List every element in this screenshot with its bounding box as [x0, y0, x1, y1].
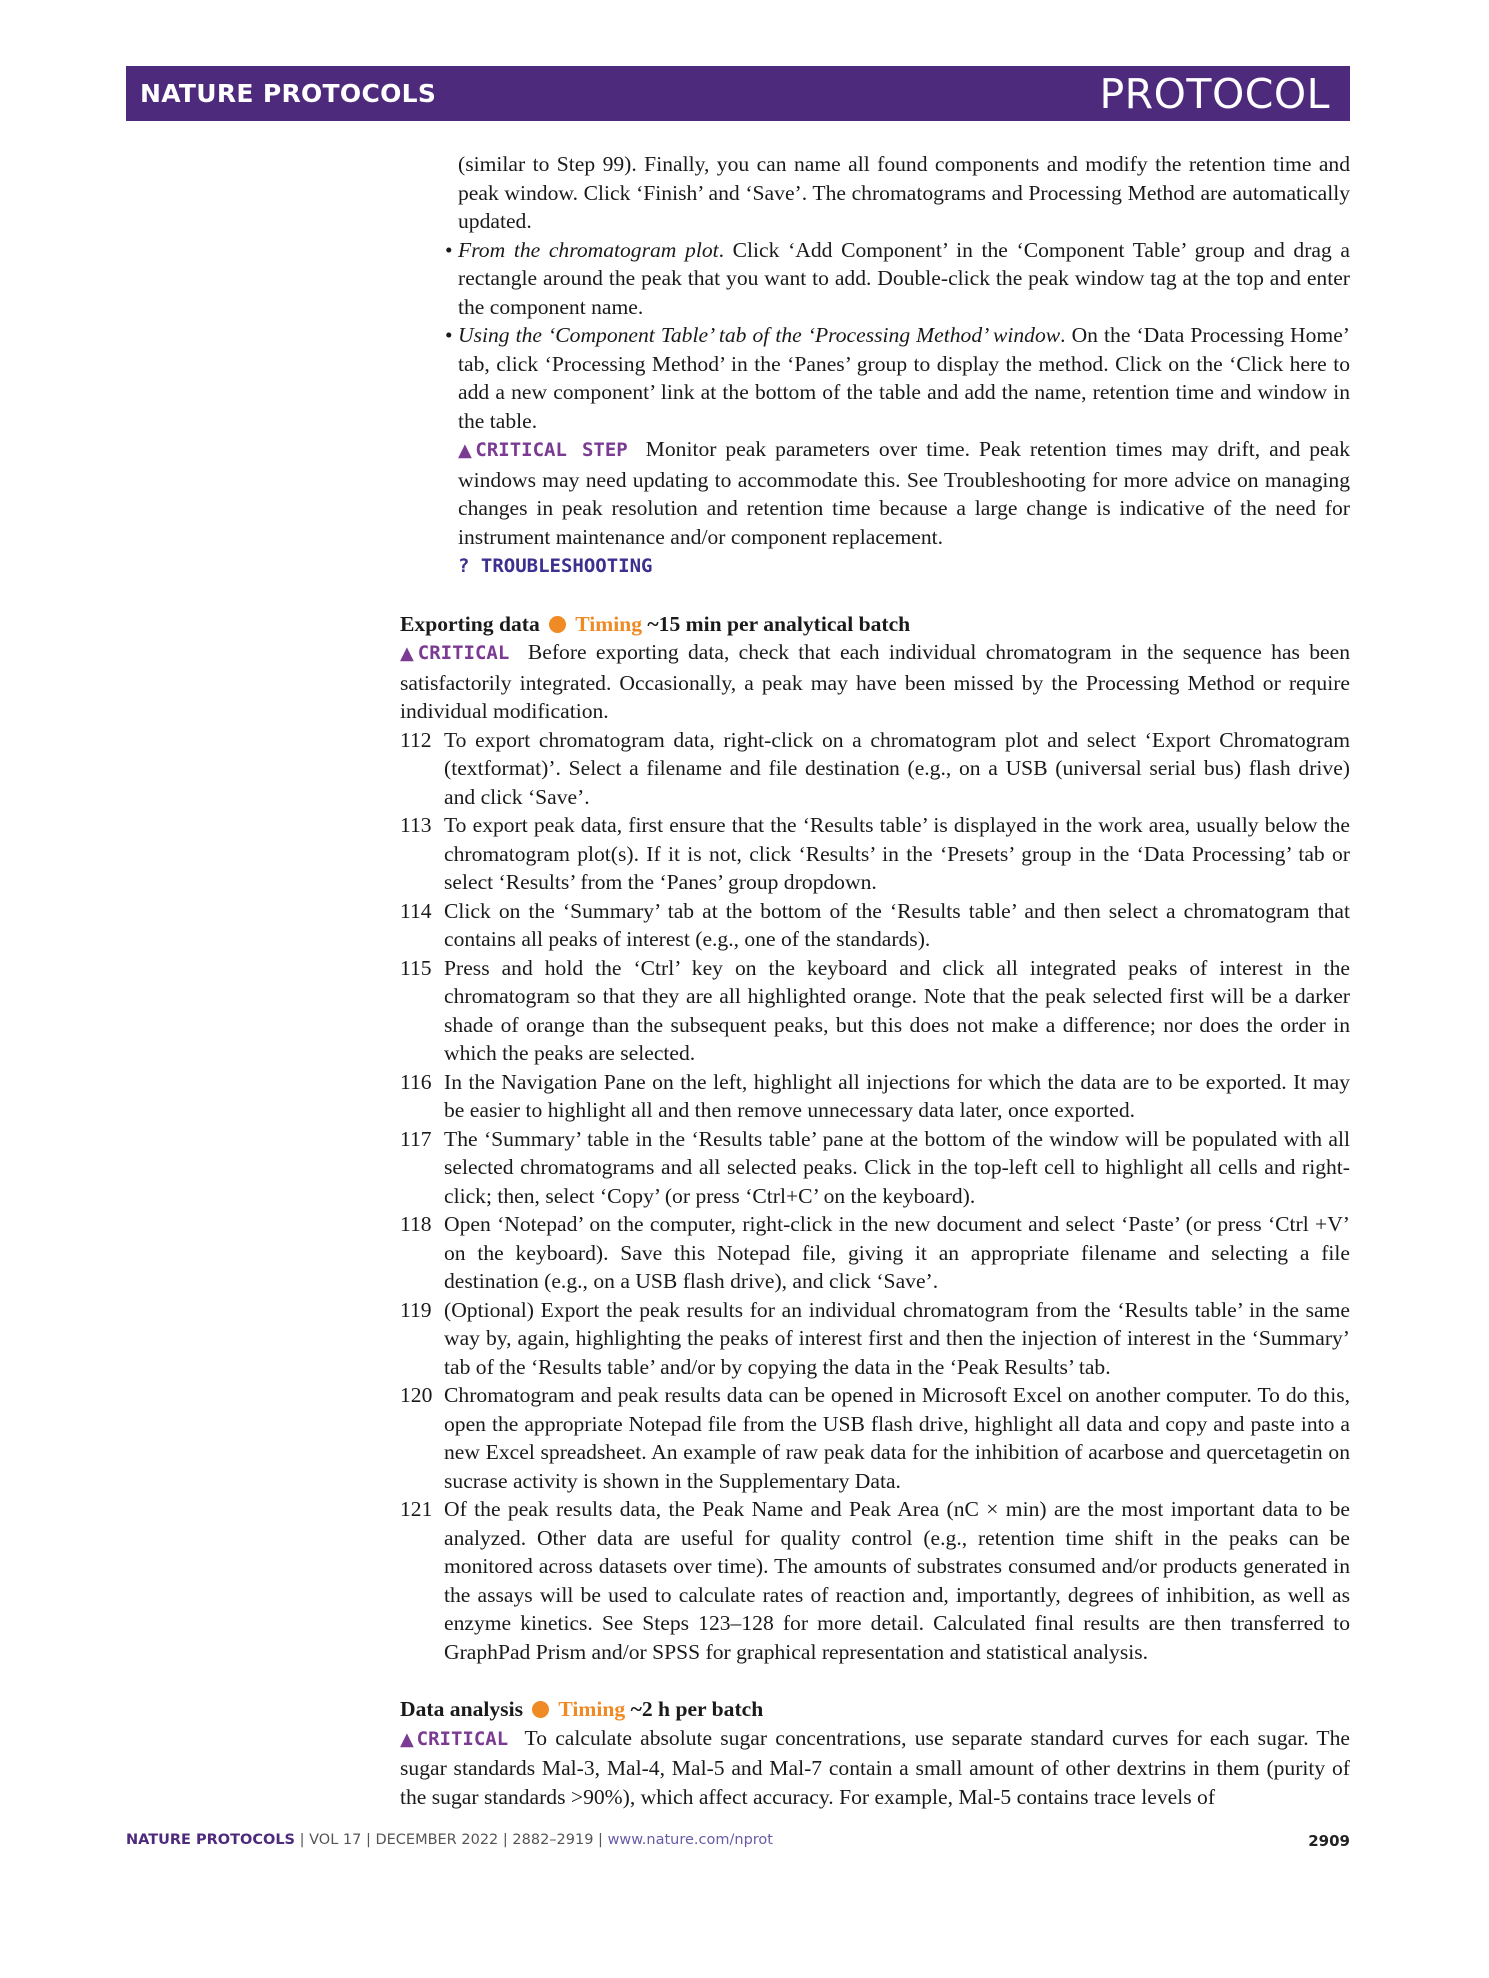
bullet-item	[400, 236, 1350, 322]
continued-paragraph: (similar to Step 99). Finally, you can name all found components and modify the retention time and peak window. Click ‘Finish’ and ‘Save’. The chromatograms and Processing Method are automatically updated.	[458, 152, 1350, 233]
footer-pages: 2882–2919	[512, 1832, 594, 1848]
step-item	[400, 1495, 1350, 1666]
step-text: The ‘Summary’ table in the ‘Results table’ pane at the bottom of the window will be populated with all selected chromatograms and all selected peaks. Click in the top-left cell to highlight all cells and right-click; then, select ‘Copy’ (or press ‘Ctrl+C’ on the keyboard).	[444, 1126, 1350, 1208]
step-item	[400, 1068, 1350, 1125]
article-type: PROTOCOL	[1099, 70, 1330, 118]
critical-text: To calculate absolute sugar concentrations, use separate standard curves for each sugar. The sugar standards Mal-3, Mal-4, Mal-5 and Mal-7 contain a small amount of other dextrins in them (purity of the sugar standards >90%), which affect accuracy. For example, Mal-5 contains trace levels of	[400, 1725, 1351, 1809]
step-text: (Optional) Export the peak results for an individual chromatogram from the ‘Results table’ in the same way by, again, highlighting the peaks of interest first and then the injection of interest in the ‘Summary’ tab of the ‘Results table’ and/or by copying the data in the ‘Peak Results’ tab.	[444, 1297, 1350, 1379]
step-text: Open ‘Notepad’ on the computer, right-click in the new document and select ‘Paste’ (or press ‘Ctrl +V’ on the keyboard). Save this Notepad file, giving it an appropriate filename and selecting a file destination (e.g., on a USB flash drive), and click ‘Save’.	[444, 1212, 1350, 1293]
timing-clock-icon	[532, 1701, 549, 1718]
critical-note	[400, 1724, 1350, 1812]
journal-banner	[126, 66, 1350, 121]
bullet-text: . Click ‘Add Component’ in the ‘Component Table’ group and drag a rectangle around the peak that you want to add. Double-click the peak window tag at the top and enter the component name.	[458, 237, 1350, 319]
timing-value: ~2 h per batch	[630, 1697, 764, 1721]
footer-date: DECEMBER 2022	[375, 1832, 499, 1848]
bullet-dot-icon: •	[445, 237, 453, 262]
step-item	[400, 897, 1350, 954]
step-text: To export chromatogram data, right-click on a chromatogram plot and select ‘Export Chromatogram (textformat)’. Select a filename and file destination (e.g., on a USB (universal serial bus) flash drive) and click ‘Save’.	[444, 727, 1350, 809]
step-number: 115	[400, 955, 432, 980]
page-body	[400, 150, 1350, 1811]
footer-url-link[interactable]: www.nature.com/nprot	[607, 1832, 773, 1848]
step-item	[400, 726, 1350, 812]
bullet-item	[400, 321, 1350, 435]
critical-label: ▲CRITICAL	[400, 1727, 509, 1750]
step-text: In the Navigation Pane on the left, highlight all injections for which the data are to be exported. It may be easier to highlight all and then remove unnecessary data later, once exported.	[444, 1069, 1350, 1122]
critical-step-label: ▲CRITICAL STEP	[458, 439, 628, 461]
troubleshooting-link-wrap	[400, 551, 1350, 581]
step-text: To export peak data, first ensure that the ‘Results table’ is displayed in the work area, usually below the chromatogram plot(s). If it is not, click ‘Results’ in the ‘Presets’ group in the ‘Data Processing’ tab or select ‘Results’ from the ‘Panes’ group dropdown.	[444, 813, 1350, 894]
critical-text: Before exporting data, check that each individual chromatogram in the sequence has been satisfactorily integrated. Occasionally, a peak may have been missed by the Processing Method or require individual modification.	[400, 640, 1350, 723]
step-item	[400, 1296, 1350, 1382]
journal-name: NATURE PROTOCOLS	[140, 79, 437, 108]
step-number: 117	[400, 1126, 432, 1151]
step-item	[400, 811, 1350, 897]
step-number: 113	[400, 813, 432, 837]
critical-note	[400, 638, 1350, 726]
critical-step-text: Monitor peak parameters over time. Peak retention times may drift, and peak windows may need updating to accommodate this. See Troubleshooting for more advice on managing changes in peak resolution and retention time because a large change is indicative of the need for instrument maintenance and/or component replacement.	[458, 437, 1350, 549]
footer-volume: VOL 17	[309, 1832, 362, 1848]
footer-journal: NATURE PROTOCOLS	[126, 1832, 296, 1848]
section-heading-exporting: Exporting data Timing ~15 min per analytical batch	[400, 611, 911, 636]
bullet-lead: From the chromatogram plot	[458, 237, 719, 262]
warning-triangle-icon: ▲	[400, 643, 418, 664]
warning-triangle-icon: ▲	[400, 1728, 417, 1750]
section-heading-analysis: Data analysis Timing ~2 h per batch	[400, 1697, 764, 1721]
step-number: 114	[400, 898, 432, 923]
step-number: 116	[400, 1069, 432, 1094]
step-number: 112	[400, 727, 432, 752]
step-number: 119	[400, 1297, 432, 1322]
step-number: 121	[400, 1497, 433, 1521]
critical-step-note	[400, 435, 1350, 551]
timing-label: Timing	[558, 1697, 626, 1721]
timing-value: ~15 min per analytical batch	[647, 611, 911, 636]
page-footer: NATURE PROTOCOLS | VOL 17 | DECEMBER 2022 | 2882–2919 | www.nature.com/nprot 2909	[126, 1832, 1350, 1850]
page-number: 2909	[1308, 1832, 1350, 1850]
step-text: Press and hold the ‘Ctrl’ key on the keyboard and click all integrated peaks of interest in the chromatogram so that they are all highlighted orange. Note that the peak selected first will be a darker shade of orange than the subsequent peaks, but this does not make a difference; nor does the order in which the peaks are selected.	[444, 955, 1350, 1065]
step-text: Chromatogram and peak results data can be opened in Microsoft Excel on another computer. To do this, open the appropriate Notepad file from the USB flash drive, highlight all data and copy and paste into a new Excel spreadsheet. An example of raw peak data for the inhibition of acarbose and quercetagetin on sucrase activity is shown in the Supplementary Data.	[444, 1383, 1350, 1493]
warning-triangle-icon: ▲	[458, 440, 476, 461]
step-item	[400, 1125, 1350, 1211]
step-text: Of the peak results data, the Peak Name and Peak Area (nC × min) are the most important data to be analyzed. Other data are useful for quality control (e.g., retention time shift in the peaks can be monitored across datasets over time). The amounts of substrates consumed and/or products generated in the assays will be used to calculate rates of reaction and, importantly, degrees of inhibition, as well as enzyme kinetics. See Steps 123–128 for more detail. Calculated final results are then transferred to GraphPad Prism and/or SPSS for graphical representation and statistical analysis.	[444, 1497, 1350, 1664]
step-list	[400, 726, 1350, 1667]
step-item	[400, 1381, 1350, 1495]
timing-label: Timing	[575, 611, 643, 636]
critical-label: ▲CRITICAL	[400, 642, 510, 664]
step-item	[400, 954, 1350, 1068]
bullet-text: . On the ‘Data Processing Home’ tab, click ‘Processing Method’ in the ‘Panes’ group to display the method. Click on the ‘Click here to add a new component’ link at the bottom of the table and add the name, retention time and window in the table.	[458, 323, 1350, 433]
timing-clock-icon	[549, 616, 566, 633]
bullet-lead: Using the ‘Component Table’ tab of the ‘Processing Method’ window	[458, 323, 1061, 347]
bullet-dot-icon: •	[445, 323, 453, 347]
troubleshooting-link[interactable]: ? TROUBLESHOOTING	[458, 555, 653, 577]
step-text: Click on the ‘Summary’ tab at the bottom of the ‘Results table’ and then select a chromatogram that contains all peaks of interest (e.g., one of the standards).	[444, 898, 1350, 951]
step-number: 120	[400, 1383, 433, 1407]
step-number: 118	[400, 1212, 432, 1236]
step-item	[400, 1210, 1350, 1296]
